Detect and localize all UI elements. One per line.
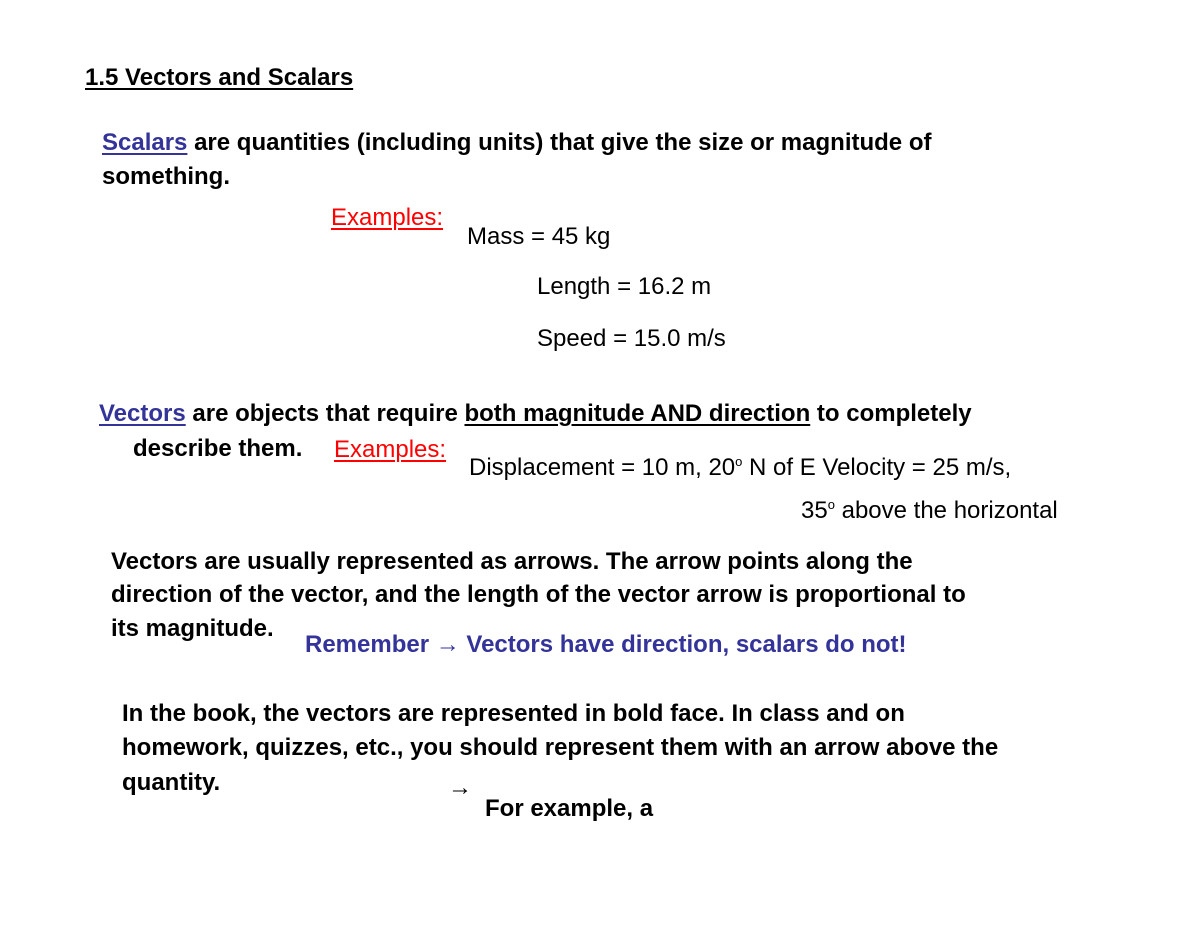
vector-example-1-post: N of E Velocity = 25 m/s, <box>742 454 1012 481</box>
scalar-example-length: Length = 16.2 m <box>537 273 712 300</box>
vector-example-velocity-angle <box>801 499 1058 523</box>
page-title: 1.5 Vectors and Scalars <box>85 64 354 91</box>
vectors-term: Vectors <box>99 400 186 427</box>
vector-example-displacement <box>469 456 1011 480</box>
scalar-example-speed: Speed = 15.0 m/s <box>537 325 726 352</box>
degree-superscript: o <box>827 497 835 512</box>
vectors-definition-pre: are objects that require <box>185 400 465 427</box>
vector-notation-example: For example, a <box>485 795 654 822</box>
scalars-examples-label: Examples: <box>331 204 444 231</box>
vectors-definition-post: to completely <box>810 400 972 427</box>
vector-example-1-pre: Displacement = 10 m, 20 <box>469 454 736 481</box>
vectors-definition-line2: describe them. <box>133 435 303 462</box>
arrows-paragraph-line3: its magnitude. <box>111 615 274 642</box>
scalar-example-mass: Mass = 45 kg <box>467 223 611 250</box>
vector-arrow-symbol: → <box>448 774 472 801</box>
vectors-definition <box>99 402 972 426</box>
remember-note: Remember → Vectors have direction, scalars do not! <box>305 631 907 658</box>
vectors-examples-label: Examples: <box>334 436 447 463</box>
arrows-paragraph-line1: Vectors are usually represented as arrows. The arrow points along the <box>111 548 913 575</box>
vectors-definition-emphasis: both magnitude AND direction <box>464 400 811 427</box>
degree-superscript: o <box>735 454 743 469</box>
vector-example-2-pre: 35 <box>801 497 828 524</box>
scalars-term: Scalars <box>102 129 188 156</box>
scalars-definition <box>102 131 931 155</box>
book-paragraph-line1: In the book, the vectors are represented in bold face. In class and on <box>122 700 905 727</box>
book-paragraph-line2: homework, quizzes, etc., you should represent them with an arrow above the <box>122 734 999 761</box>
arrows-paragraph-line2: direction of the vector, and the length of the vector arrow is proportional to <box>111 581 966 608</box>
vector-example-2-post: above the horizontal <box>834 497 1058 524</box>
scalars-definition-line2: something. <box>102 163 231 190</box>
book-paragraph-line3: quantity. <box>122 769 221 796</box>
scalars-definition-text: are quantities (including units) that give the size or magnitude of <box>187 129 932 156</box>
